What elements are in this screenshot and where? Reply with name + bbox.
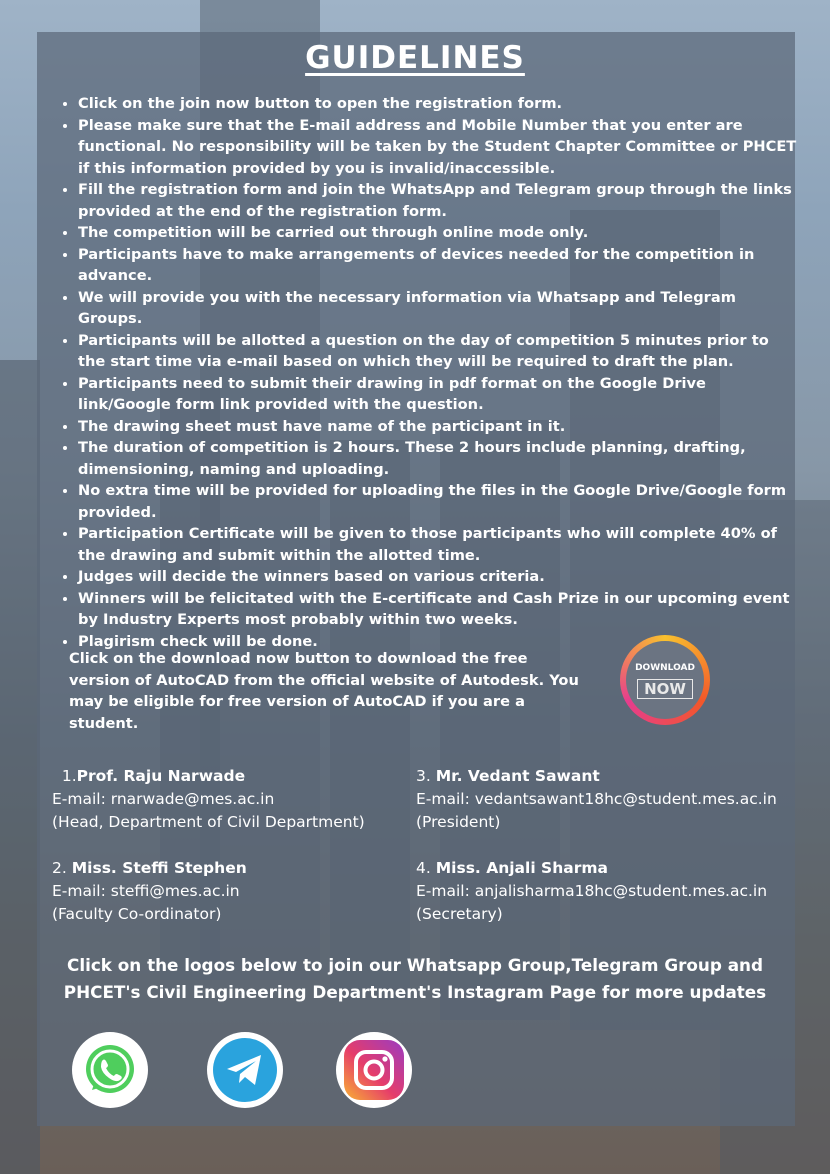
contact-email[interactable]: E-mail: rnarwade@mes.ac.in	[52, 790, 275, 808]
contact-number: 4.	[416, 859, 431, 877]
list-item: • Winners will be felicitated with the E-certificate and Cash Prize in our upcoming event by Industry Experts most probably within two weeks.	[78, 588, 800, 631]
page-title: GUIDELINES	[305, 40, 525, 76]
download-button-label: DOWNLOAD	[635, 663, 695, 673]
contact-role: (Head, Department of Civil Department)	[52, 813, 365, 831]
social-cta-line-2: PHCET's Civil Engineering Department's Instagram Page for more updates	[63, 982, 767, 1002]
list-item: • Participants have to make arrangements of devices needed for the competition in advance.	[78, 244, 800, 287]
list-item: • We will provide you with the necessary information via Whatsapp and Telegram Groups.	[78, 287, 800, 330]
contact-1	[52, 765, 365, 834]
list-item: • Plagirism check will be done.	[78, 631, 800, 653]
contact-number: 1.	[61, 767, 77, 785]
list-item: • Participants need to submit their drawing in pdf format on the Google Drive link/Google form link provided with the question.	[78, 373, 800, 416]
telegram-icon[interactable]	[207, 1032, 283, 1108]
download-button-now: NOW	[637, 679, 693, 699]
contact-email[interactable]: E-mail: anjalisharma18hc@student.mes.ac.in	[416, 882, 768, 900]
download-description: Click on the download now button to download the free version of AutoCAD from the official website of Autodesk. You may be eligible for free version of AutoCAD if you are a student.	[69, 650, 579, 732]
list-item: • The drawing sheet must have name of the participant in it.	[78, 416, 800, 438]
contact-3	[416, 765, 777, 834]
contact-name: Miss. Steffi Stephen	[71, 859, 247, 877]
contact-name: Mr. Vedant Sawant	[435, 767, 600, 785]
contact-role: (Secretary)	[416, 905, 503, 923]
whatsapp-icon[interactable]	[72, 1032, 148, 1108]
list-item: • Please make sure that the E-mail address and Mobile Number that you enter are functional. No responsibility will be taken by the Student Chapter Committee or PHCET if this information provided by you is invalid/inaccessible.	[78, 115, 800, 180]
contact-email[interactable]: E-mail: steffi@mes.ac.in	[52, 882, 240, 900]
contact-number: 3.	[416, 767, 431, 785]
list-item: • Fill the registration form and join the WhatsApp and Telegram group through the links provided at the end of the registration form.	[78, 179, 800, 222]
contact-2	[52, 857, 247, 926]
list-item: • Participation Certificate will be given to those participants who will complete 40% of the drawing and submit within the allotted time.	[78, 523, 800, 566]
contact-role: (President)	[416, 813, 501, 831]
list-item: • Click on the join now button to open the registration form.	[78, 93, 800, 115]
list-item: • The competition will be carried out through online mode only.	[78, 222, 800, 244]
list-item: • Participants will be allotted a question on the day of competition 5 minutes prior to the start time via e-mail based on which they will be required to draft the plan.	[78, 330, 800, 373]
list-item: • Judges will decide the winners based on various criteria.	[78, 566, 800, 588]
instagram-icon[interactable]	[336, 1032, 412, 1108]
list-item: • The duration of competition is 2 hours. These 2 hours include planning, drafting, dimensioning, naming and uploading.	[78, 437, 800, 480]
contact-4	[416, 857, 767, 926]
contact-role: (Faculty Co-ordinator)	[52, 905, 222, 923]
contact-number: 2.	[52, 859, 67, 877]
contact-name: Miss. Anjali Sharma	[435, 859, 608, 877]
social-cta-line-1: Click on the logos below to join our Whatsapp Group,Telegram Group and	[67, 955, 763, 975]
guidelines-list	[60, 93, 800, 652]
contact-email[interactable]: E-mail: vedantsawant18hc@student.mes.ac.in	[416, 790, 777, 808]
contact-name: Prof. Raju Narwade	[76, 767, 246, 785]
list-item: • No extra time will be provided for uploading the files in the Google Drive/Google form provided.	[78, 480, 800, 523]
download-now-button[interactable]	[620, 635, 710, 725]
social-cta	[40, 952, 790, 1006]
